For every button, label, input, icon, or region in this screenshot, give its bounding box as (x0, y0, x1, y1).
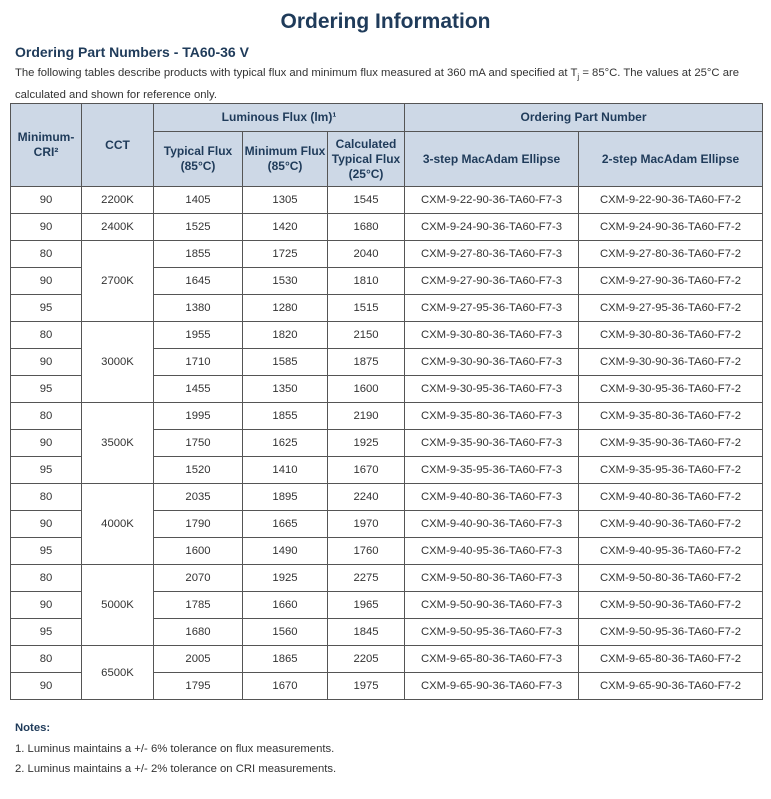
cell-minimum-flux: 1925 (243, 565, 328, 592)
cell-typical-flux: 1380 (154, 295, 243, 322)
cell-cct: 3500K (82, 403, 154, 484)
cell-typical-flux: 2005 (154, 646, 243, 673)
header-luminous-flux: Luminous Flux (lm)¹ (154, 104, 405, 132)
notes-title: Notes: (15, 722, 51, 734)
cell-part-number-2-step: CXM-9-50-80-36-TA60-F7-2 (579, 565, 763, 592)
cell-calculated-flux: 1975 (328, 673, 405, 700)
table-row (11, 322, 763, 349)
cell-part-number-3-step: CXM-9-50-95-36-TA60-F7-3 (405, 619, 579, 646)
cell-typical-flux: 2070 (154, 565, 243, 592)
header-calculated-typical-flux: Calculated Typical Flux (25°C) (328, 132, 405, 187)
cell-typical-flux: 1750 (154, 430, 243, 457)
cell-cct: 2700K (82, 241, 154, 322)
cell-calculated-flux: 1600 (328, 376, 405, 403)
cell-minimum-flux: 1560 (243, 619, 328, 646)
cell-part-number-3-step: CXM-9-27-90-36-TA60-F7-3 (405, 268, 579, 295)
cell-part-number-2-step: CXM-9-65-80-36-TA60-F7-2 (579, 646, 763, 673)
cell-minimum-flux: 1410 (243, 457, 328, 484)
cell-min-cri: 90 (11, 673, 82, 700)
table-row (11, 565, 763, 592)
cell-part-number-3-step: CXM-9-40-95-36-TA60-F7-3 (405, 538, 579, 565)
cell-min-cri: 80 (11, 241, 82, 268)
cell-part-number-3-step: CXM-9-35-95-36-TA60-F7-3 (405, 457, 579, 484)
cell-minimum-flux: 1585 (243, 349, 328, 376)
cell-part-number-2-step: CXM-9-30-80-36-TA60-F7-2 (579, 322, 763, 349)
cell-calculated-flux: 1875 (328, 349, 405, 376)
cell-min-cri: 90 (11, 592, 82, 619)
cell-typical-flux: 1520 (154, 457, 243, 484)
cell-part-number-2-step: CXM-9-27-80-36-TA60-F7-2 (579, 241, 763, 268)
cell-calculated-flux: 1760 (328, 538, 405, 565)
cell-typical-flux: 1795 (154, 673, 243, 700)
page-title: Ordering Information (280, 10, 491, 33)
cell-typical-flux: 1785 (154, 592, 243, 619)
table-description (15, 64, 760, 104)
cell-part-number-3-step: CXM-9-65-80-36-TA60-F7-3 (405, 646, 579, 673)
cell-part-number-3-step: CXM-9-27-95-36-TA60-F7-3 (405, 295, 579, 322)
cell-typical-flux: 1600 (154, 538, 243, 565)
cell-part-number-3-step: CXM-9-22-90-36-TA60-F7-3 (405, 187, 579, 214)
cell-min-cri: 90 (11, 214, 82, 241)
cell-minimum-flux: 1670 (243, 673, 328, 700)
cell-calculated-flux: 1925 (328, 430, 405, 457)
cell-calculated-flux: 2190 (328, 403, 405, 430)
cell-typical-flux: 1995 (154, 403, 243, 430)
cell-minimum-flux: 1625 (243, 430, 328, 457)
note-item: 2. Luminus maintains a +/- 2% tolerance on CRI measurements. (15, 763, 337, 775)
table-row (11, 187, 763, 214)
cell-part-number-2-step: CXM-9-24-90-36-TA60-F7-2 (579, 214, 763, 241)
cell-typical-flux: 1680 (154, 619, 243, 646)
cell-minimum-flux: 1725 (243, 241, 328, 268)
cell-calculated-flux: 1680 (328, 214, 405, 241)
ordering-table (10, 103, 763, 700)
cell-part-number-3-step: CXM-9-35-90-36-TA60-F7-3 (405, 430, 579, 457)
cell-min-cri: 95 (11, 457, 82, 484)
header-ordering-part-number: Ordering Part Number (405, 104, 763, 132)
cell-part-number-2-step: CXM-9-50-95-36-TA60-F7-2 (579, 619, 763, 646)
cell-part-number-2-step: CXM-9-30-90-36-TA60-F7-2 (579, 349, 763, 376)
cell-min-cri: 90 (11, 511, 82, 538)
cell-minimum-flux: 1665 (243, 511, 328, 538)
cell-minimum-flux: 1420 (243, 214, 328, 241)
cell-minimum-flux: 1530 (243, 268, 328, 295)
cell-calculated-flux: 1515 (328, 295, 405, 322)
cell-part-number-2-step: CXM-9-40-95-36-TA60-F7-2 (579, 538, 763, 565)
cell-min-cri: 80 (11, 646, 82, 673)
cell-part-number-3-step: CXM-9-30-90-36-TA60-F7-3 (405, 349, 579, 376)
cell-typical-flux: 1455 (154, 376, 243, 403)
cell-part-number-3-step: CXM-9-50-80-36-TA60-F7-3 (405, 565, 579, 592)
description-text-end: = 85°C. The values at 25°C are calculated and shown for reference only. (15, 67, 740, 102)
cell-min-cri: 80 (11, 484, 82, 511)
cell-minimum-flux: 1855 (243, 403, 328, 430)
cell-typical-flux: 2035 (154, 484, 243, 511)
header-cct: CCT (82, 104, 154, 187)
cell-min-cri: 95 (11, 295, 82, 322)
header-minimum-flux: Minimum Flux (85°C) (243, 132, 328, 187)
cell-part-number-2-step: CXM-9-35-80-36-TA60-F7-2 (579, 403, 763, 430)
cell-minimum-flux: 1305 (243, 187, 328, 214)
cell-calculated-flux: 1970 (328, 511, 405, 538)
cell-cct: 6500K (82, 646, 154, 700)
cell-cct: 2200K (82, 187, 154, 214)
cell-min-cri: 90 (11, 187, 82, 214)
cell-part-number-2-step: CXM-9-35-90-36-TA60-F7-2 (579, 430, 763, 457)
cell-calculated-flux: 2150 (328, 322, 405, 349)
cell-part-number-3-step: CXM-9-27-80-36-TA60-F7-3 (405, 241, 579, 268)
cell-typical-flux: 1405 (154, 187, 243, 214)
cell-min-cri: 90 (11, 430, 82, 457)
cell-typical-flux: 1710 (154, 349, 243, 376)
cell-part-number-2-step: CXM-9-35-95-36-TA60-F7-2 (579, 457, 763, 484)
table-row (11, 214, 763, 241)
cell-part-number-3-step: CXM-9-40-90-36-TA60-F7-3 (405, 511, 579, 538)
table-row (11, 646, 763, 673)
cell-part-number-3-step: CXM-9-40-80-36-TA60-F7-3 (405, 484, 579, 511)
table-body (11, 187, 763, 700)
cell-calculated-flux: 1965 (328, 592, 405, 619)
cell-calculated-flux: 1670 (328, 457, 405, 484)
cell-cct: 3000K (82, 322, 154, 403)
cell-part-number-2-step: CXM-9-27-95-36-TA60-F7-2 (579, 295, 763, 322)
cell-calculated-flux: 1545 (328, 187, 405, 214)
description-text: The following tables describe products with typical flux and minimum flux measured at 360 mA and specified at T (15, 67, 578, 79)
note-item: 1. Luminus maintains a +/- 6% tolerance on flux measurements. (15, 743, 335, 755)
description-subscript: j (577, 72, 580, 82)
cell-typical-flux: 1525 (154, 214, 243, 241)
cell-cct: 5000K (82, 565, 154, 646)
cell-calculated-flux: 2040 (328, 241, 405, 268)
cell-calculated-flux: 2205 (328, 646, 405, 673)
cell-typical-flux: 1790 (154, 511, 243, 538)
cell-part-number-3-step: CXM-9-30-80-36-TA60-F7-3 (405, 322, 579, 349)
cell-cct: 4000K (82, 484, 154, 565)
cell-min-cri: 90 (11, 268, 82, 295)
header-min-cri: Minimum-CRI² (11, 104, 82, 187)
cell-part-number-3-step: CXM-9-50-90-36-TA60-F7-3 (405, 592, 579, 619)
table-row (11, 241, 763, 268)
header-3-step-macadam: 3-step MacAdam Ellipse (405, 132, 579, 187)
cell-part-number-3-step: CXM-9-35-80-36-TA60-F7-3 (405, 403, 579, 430)
cell-min-cri: 95 (11, 376, 82, 403)
cell-minimum-flux: 1865 (243, 646, 328, 673)
cell-part-number-2-step: CXM-9-22-90-36-TA60-F7-2 (579, 187, 763, 214)
header-typical-flux: Typical Flux (85°C) (154, 132, 243, 187)
cell-min-cri: 80 (11, 322, 82, 349)
cell-min-cri: 80 (11, 403, 82, 430)
cell-typical-flux: 1855 (154, 241, 243, 268)
cell-part-number-2-step: CXM-9-30-95-36-TA60-F7-2 (579, 376, 763, 403)
cell-minimum-flux: 1820 (243, 322, 328, 349)
cell-minimum-flux: 1660 (243, 592, 328, 619)
notes-section (15, 722, 336, 783)
cell-typical-flux: 1955 (154, 322, 243, 349)
cell-min-cri: 95 (11, 538, 82, 565)
cell-part-number-3-step: CXM-9-24-90-36-TA60-F7-3 (405, 214, 579, 241)
cell-minimum-flux: 1895 (243, 484, 328, 511)
section-subtitle: Ordering Part Numbers - TA60-36 V (15, 44, 249, 60)
cell-part-number-2-step: CXM-9-40-90-36-TA60-F7-2 (579, 511, 763, 538)
cell-part-number-2-step: CXM-9-27-90-36-TA60-F7-2 (579, 268, 763, 295)
cell-part-number-2-step: CXM-9-40-80-36-TA60-F7-2 (579, 484, 763, 511)
cell-calculated-flux: 2275 (328, 565, 405, 592)
header-2-step-macadam: 2-step MacAdam Ellipse (579, 132, 763, 187)
table-row (11, 403, 763, 430)
cell-min-cri: 80 (11, 565, 82, 592)
cell-part-number-2-step: CXM-9-65-90-36-TA60-F7-2 (579, 673, 763, 700)
cell-part-number-3-step: CXM-9-65-90-36-TA60-F7-3 (405, 673, 579, 700)
cell-part-number-2-step: CXM-9-50-90-36-TA60-F7-2 (579, 592, 763, 619)
cell-minimum-flux: 1280 (243, 295, 328, 322)
cell-min-cri: 90 (11, 349, 82, 376)
cell-calculated-flux: 2240 (328, 484, 405, 511)
cell-part-number-3-step: CXM-9-30-95-36-TA60-F7-3 (405, 376, 579, 403)
cell-calculated-flux: 1810 (328, 268, 405, 295)
cell-cct: 2400K (82, 214, 154, 241)
cell-min-cri: 95 (11, 619, 82, 646)
cell-minimum-flux: 1350 (243, 376, 328, 403)
cell-minimum-flux: 1490 (243, 538, 328, 565)
cell-calculated-flux: 1845 (328, 619, 405, 646)
table-row (11, 484, 763, 511)
cell-typical-flux: 1645 (154, 268, 243, 295)
